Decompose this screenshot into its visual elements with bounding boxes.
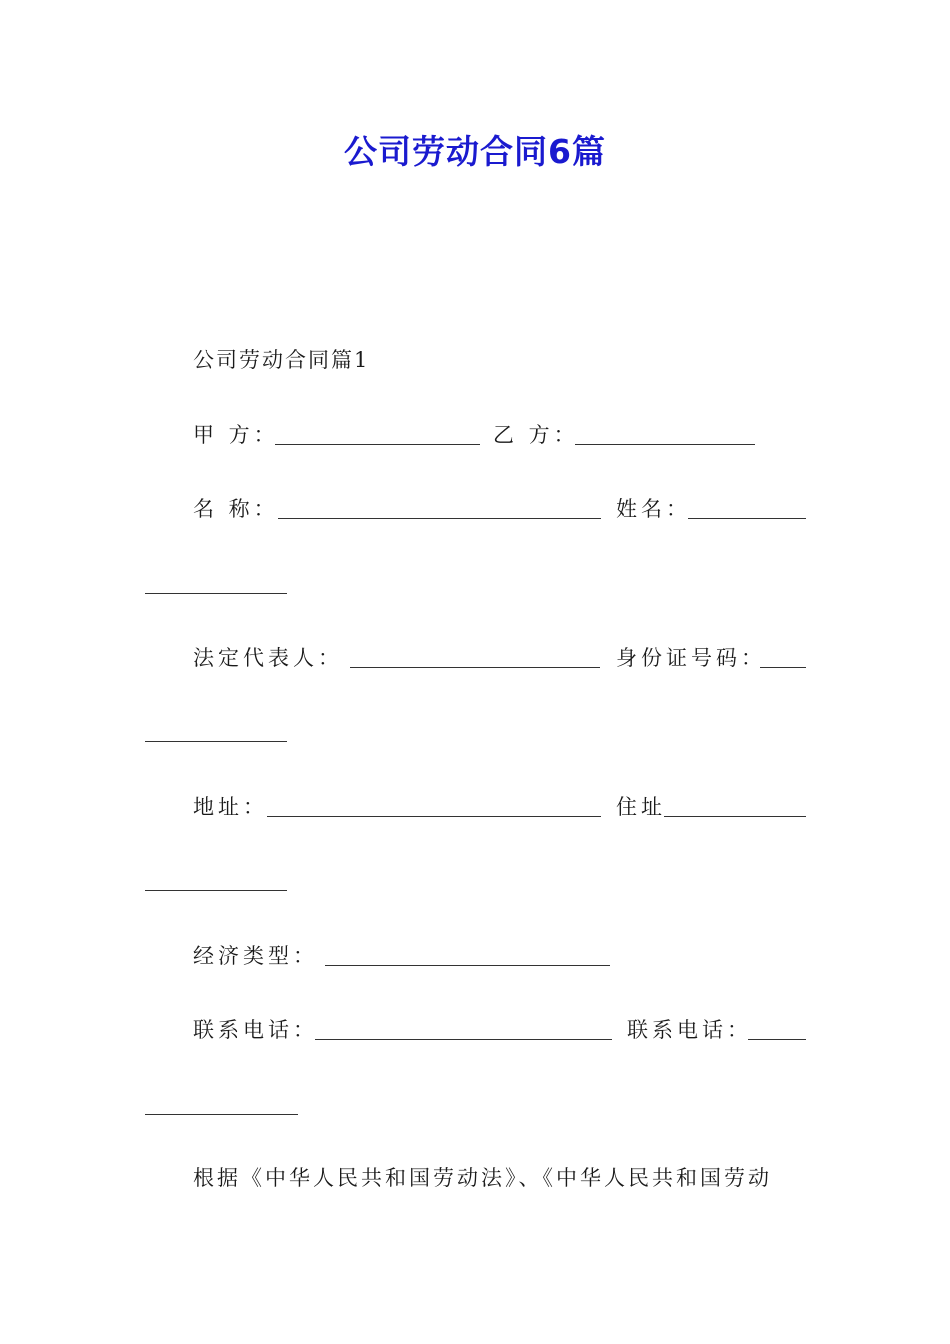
id-number-blank [760,667,806,668]
company-name-blank [278,518,601,519]
party-a-label: 甲 方： [193,423,279,447]
phone-a-label: 联系电话： [193,1018,318,1042]
legal-rep-blank [350,667,600,668]
address-label: 地址： [193,795,268,819]
phone-b-label: 联系电话： [627,1018,752,1042]
party-a-blank [275,444,480,445]
person-name-label: 姓名： [616,497,691,521]
party-b-label: 乙 方： [493,423,579,447]
economic-type-blank [325,965,610,966]
party-b-blank [575,444,755,445]
phone-a-blank [315,1039,612,1040]
person-name-blank-continued [145,593,287,594]
id-number-blank-continued [145,741,287,742]
section-heading: 公司劳动合同篇1 [193,348,370,372]
economic-type-label: 经济类型： [193,944,318,968]
id-number-label: 身份证号码： [616,646,766,670]
address-blank [267,816,601,817]
body-paragraph: 根据《中华人民共和国劳动法》、《中华人民共和国劳动 [193,1166,772,1190]
phone-b-blank [748,1039,806,1040]
residence-blank [664,816,806,817]
residence-blank-continued [145,890,287,891]
person-name-blank [688,518,806,519]
residence-label: 住址 [616,795,666,819]
phone-b-blank-continued [145,1114,298,1115]
document-title: 公司劳动合同6篇 [344,132,606,171]
legal-rep-label: 法定代表人： [193,646,343,670]
company-name-label: 名 称： [193,497,279,521]
